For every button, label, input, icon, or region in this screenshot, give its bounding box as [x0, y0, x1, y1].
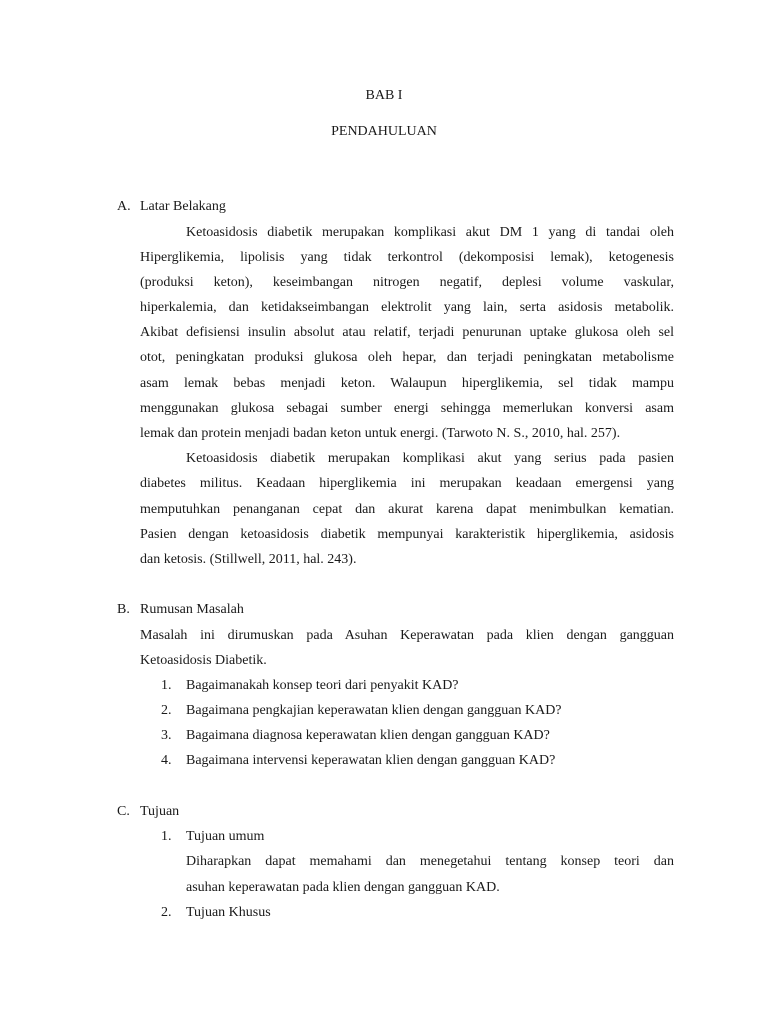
paragraph-line: Akibat defisiensi insulin absolut atau relatif, terjadi penurunan uptake glukosa oleh sel: [140, 325, 674, 340]
paragraph-line: Ketoasidosis Diabetik.: [140, 653, 267, 668]
section-a-heading: Latar Belakang: [140, 199, 226, 214]
paragraph-line: menggunakan glukosa sebagai sumber energi sehingga memerlukan konversi asam: [140, 401, 674, 416]
paragraph-line: otot, peningkatan produksi glukosa oleh hepar, dan terjadi peningkatan metabolisme: [140, 350, 674, 365]
paragraph-line: Ketoasidosis diabetik merupakan komplikasi akut DM 1 yang di tandai oleh: [186, 225, 674, 240]
paragraph-line: asuhan keperawatan pada klien dengan gangguan KAD.: [186, 880, 500, 895]
list-item: Tujuan umum: [186, 829, 265, 844]
section-c-heading: Tujuan: [140, 804, 180, 819]
list-number: 1.: [161, 829, 172, 844]
list-item: Bagaimana diagnosa keperawatan klien dengan gangguan KAD?: [186, 728, 550, 743]
list-number: 2.: [161, 703, 172, 718]
paragraph-line: hiperkalemia, dan ketidakseimbangan elektrolit yang lain, serta asidosis metabolik.: [140, 300, 674, 315]
list-number: 3.: [161, 728, 172, 743]
list-number: 1.: [161, 678, 172, 693]
section-a-marker: A.: [117, 199, 131, 214]
paragraph-line: Ketoasidosis diabetik merupakan komplikasi akut yang serius pada pasien: [186, 451, 674, 466]
paragraph-line: memputuhkan penanganan cepat dan akurat karena dapat menimbulkan kematian.: [140, 502, 674, 517]
chapter-number: BAB I: [365, 88, 403, 103]
paragraph-line: Pasien dengan ketoasidosis diabetik mempunyai karakteristik hiperglikemia, asidosis: [140, 527, 674, 542]
paragraph-line: dan ketosis. (Stillwell, 2011, hal. 243).: [140, 552, 357, 567]
list-item: Bagaimana pengkajian keperawatan klien dengan gangguan KAD?: [186, 703, 562, 718]
list-item: Tujuan Khusus: [186, 905, 271, 920]
section-c-marker: C.: [117, 804, 130, 819]
paragraph-line: asam lemak bebas menjadi keton. Walaupun hiperglikemia, sel tidak mampu: [140, 376, 674, 391]
paragraph-line: Masalah ini dirumuskan pada Asuhan Keperawatan pada klien dengan gangguan: [140, 628, 674, 643]
list-item: Bagaimana intervensi keperawatan klien dengan gangguan KAD?: [186, 753, 556, 768]
section-b-marker: B.: [117, 602, 130, 617]
paragraph-line: (produksi keton), keseimbangan nitrogen negatif, deplesi volume vaskular,: [140, 275, 674, 290]
paragraph-line: diabetes militus. Keadaan hiperglikemia ini merupakan keadaan emergensi yang: [140, 476, 674, 491]
paragraph-line: Diharapkan dapat memahami dan menegetahui tentang konsep teori dan: [186, 854, 674, 869]
chapter-title: PENDAHULUAN: [331, 124, 437, 139]
list-number: 2.: [161, 905, 172, 920]
paragraph-line: lemak dan protein menjadi badan keton untuk energi. (Tarwoto N. S., 2010, hal. 257).: [140, 426, 621, 441]
list-number: 4.: [161, 753, 172, 768]
paragraph-line: Hiperglikemia, lipolisis yang tidak terkontrol (dekomposisi lemak), ketogenesis: [140, 250, 674, 265]
section-b-heading: Rumusan Masalah: [140, 602, 244, 617]
list-item: Bagaimanakah konsep teori dari penyakit KAD?: [186, 678, 459, 693]
